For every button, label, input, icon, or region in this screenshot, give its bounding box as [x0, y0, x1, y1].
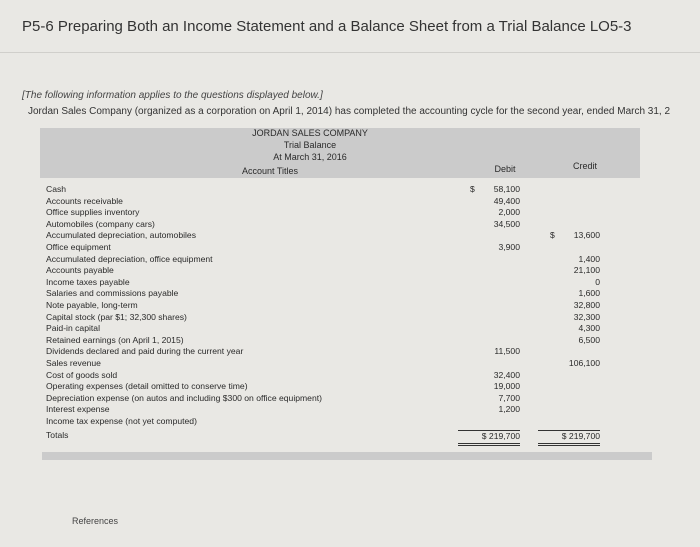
credit-value: 32,300 [573, 311, 600, 322]
col-account-titles: Account Titles [241, 166, 299, 176]
header-divider [0, 52, 700, 53]
credit-cell [550, 335, 600, 347]
debit-cell [470, 393, 520, 405]
credit-cell [550, 312, 600, 324]
credit-cell [550, 358, 600, 370]
table-row [40, 370, 640, 382]
debit-value: 32,400 [493, 369, 520, 380]
debit-cell [470, 370, 520, 382]
references-link[interactable]: References [72, 516, 119, 526]
totals-label: Totals [46, 430, 69, 441]
debit-cell [470, 207, 520, 219]
credit-cell [550, 254, 600, 266]
trial-balance-table [40, 128, 640, 442]
account-title: Paid-in capital [46, 323, 100, 334]
account-title: Accumulated depreciation, automobiles [46, 230, 197, 241]
credit-currency: $ [550, 230, 555, 241]
account-title: Accounts payable [46, 265, 114, 276]
table-row [40, 242, 640, 254]
credit-value: 21,100 [573, 265, 600, 276]
account-title: Sales revenue [46, 357, 101, 368]
credit-cell [550, 230, 600, 242]
company-name: JORDAN SALES COMPANY [252, 128, 368, 138]
account-title: Note payable, long-term [46, 299, 138, 310]
debit-value: 2,000 [498, 207, 520, 218]
table-row [40, 300, 640, 312]
note-text: [The following information applies to the questions displayed below.] [22, 90, 323, 101]
account-title: Income taxes payable [46, 276, 130, 287]
table-row [40, 196, 640, 208]
total-credit: $ 219,700 [538, 430, 600, 446]
debit-value: 34,500 [493, 218, 520, 229]
table-row [40, 323, 640, 335]
credit-cell [550, 265, 600, 277]
account-title: Capital stock (par $1; 32,300 shares) [46, 311, 187, 322]
table-row [40, 254, 640, 266]
table-row [40, 219, 640, 231]
debit-value: 58,100 [493, 184, 520, 194]
credit-value: 1,400 [578, 253, 600, 264]
col-debit: Debit [494, 164, 516, 174]
account-title: Salaries and commissions payable [46, 288, 179, 299]
account-title: Operating expenses (detail omitted to conserve time) [46, 381, 248, 392]
credit-cell [550, 277, 600, 289]
credit-value: 106,100 [568, 357, 600, 368]
credit-value: 32,800 [573, 299, 600, 310]
credit-cell [550, 323, 600, 335]
account-title: Automobiles (company cars) [46, 218, 155, 229]
account-title: Accounts receivable [46, 195, 123, 206]
table-row [40, 207, 640, 219]
debit-value: 11,500 [494, 346, 520, 357]
account-title: Office supplies inventory [46, 207, 140, 218]
debit-value: 19,000 [493, 381, 520, 392]
debit-cell [470, 381, 520, 393]
table-row [40, 393, 640, 405]
credit-value: 4,300 [578, 323, 600, 334]
col-credit: Credit [572, 161, 597, 171]
debit-value: 49,400 [493, 195, 520, 206]
account-title: Income tax expense (not yet computed) [46, 415, 197, 426]
account-title: Cost of goods sold [46, 369, 118, 380]
account-title: Retained earnings (on April 1, 2015) [46, 334, 184, 345]
account-title: Interest expense [46, 404, 110, 415]
statement-date: At March 31, 2016 [273, 152, 347, 162]
table-row [40, 288, 640, 300]
account-title: Accumulated depreciation, office equipment [46, 253, 213, 264]
table-row [40, 230, 640, 242]
debit-cell [470, 346, 520, 358]
table-row [40, 312, 640, 324]
account-title: Depreciation expense (on autos and including $300 on office equipment) [46, 392, 322, 403]
debit-cell [470, 196, 520, 208]
debit-cell [470, 219, 520, 231]
table-row [40, 416, 640, 428]
table-row [40, 381, 640, 393]
debit-currency: $ [470, 184, 475, 194]
table-footer-bar [42, 452, 652, 460]
table-row [40, 184, 640, 196]
credit-cell [550, 300, 600, 312]
table-row [40, 346, 640, 358]
table-row [40, 358, 640, 370]
table-row [40, 335, 640, 347]
table-header [40, 128, 640, 178]
credit-value: 1,600 [578, 288, 600, 299]
table-row [40, 265, 640, 277]
credit-value: 6,500 [578, 334, 600, 345]
debit-value: 3,900 [498, 241, 520, 252]
table-row [40, 404, 640, 416]
account-title: Office equipment [46, 241, 111, 252]
account-title: Cash [46, 184, 67, 194]
debit-cell [470, 184, 520, 196]
totals-row [40, 430, 640, 442]
credit-cell [550, 288, 600, 300]
debit-cell [470, 242, 520, 254]
total-debit: $ 219,700 [458, 430, 520, 446]
debit-value: 1,200 [498, 404, 520, 415]
credit-value: 13,600 [573, 230, 600, 241]
account-title: Dividends declared and paid during the current year [46, 346, 244, 357]
intro-text: Jordan Sales Company (organized as a corporation on April 1, 2014) has completed the accounting cycle for the second year, ended March 31, 2 [28, 106, 671, 117]
statement-name: Trial Balance [283, 140, 337, 150]
page-title: P5-6 Preparing Both an Income Statement and a Balance Sheet from a Trial Balance LO5-3 [22, 18, 632, 35]
debit-cell [470, 404, 520, 416]
debit-value: 7,700 [498, 392, 520, 403]
table-body [40, 178, 640, 427]
credit-value: 0 [595, 276, 600, 287]
table-row [40, 277, 640, 289]
